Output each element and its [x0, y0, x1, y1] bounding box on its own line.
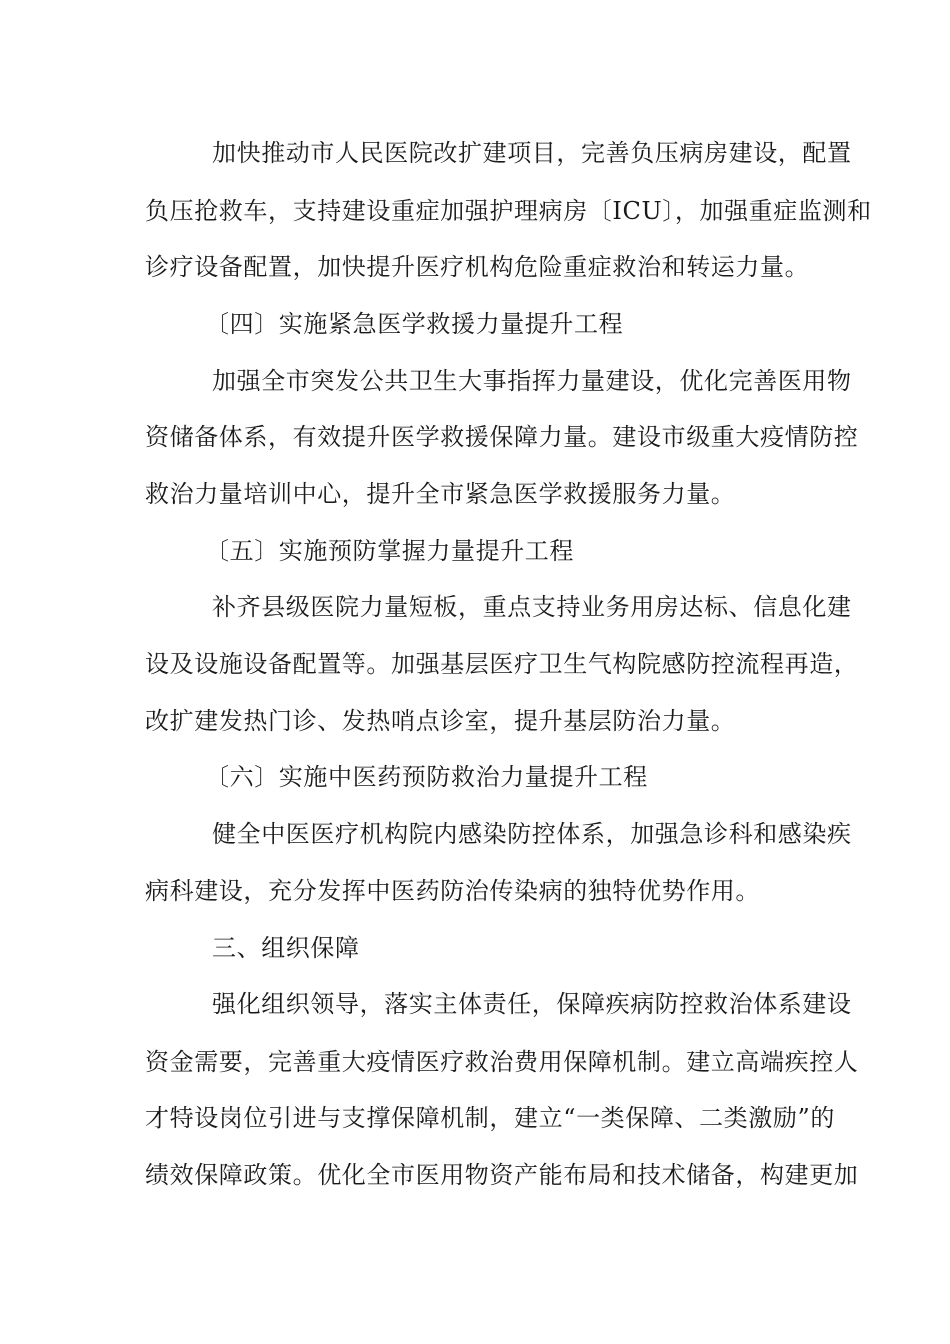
paragraph-line: 才特设岗位引进与支撑保障机制，建立“一类保障、二类激励”的	[145, 1104, 835, 1132]
paragraph-line: 强化组织领导，落实主体责任，保障疾病防控救治体系建设	[212, 990, 852, 1018]
paragraph-line: 救治力量培训中心，提升全市紧急医学救援服务力量。	[145, 480, 736, 508]
paragraph-line: 改扩建发热门诊、发热哨点诊室，提升基层防治力量。	[145, 707, 736, 735]
paragraph-line: 加快推动市人民医院改扩建项目，完善负压病房建设，配置	[212, 139, 852, 167]
section-heading: 〔六〕实施中医药预防救治力量提升工程	[205, 763, 648, 791]
section-heading: 〔五〕实施预防掌握力量提升工程	[205, 537, 574, 565]
paragraph-line: 补齐县级医院力量短板，重点支持业务用房达标、信息化建	[212, 593, 852, 621]
paragraph-line: 健全中医医疗机构院内感染防控体系，加强急诊科和感染疾	[212, 820, 852, 848]
paragraph-line: 负压抢救车，支持建设重症加强护理病房〔ICU〕，加强重症监测和	[145, 197, 872, 225]
paragraph-line: 资储备体系，有效提升医学救援保障力量。建设市级重大疫情防控	[145, 423, 859, 451]
paragraph-line: 资金需要，完善重大疫情医疗救治费用保障机制。建立高端疾控人	[145, 1048, 859, 1076]
section-heading: 〔四〕实施紧急医学救援力量提升工程	[205, 310, 624, 338]
paragraph-line: 设及设施设备配置等。加强基层医疗卫生气构院感防控流程再造，	[145, 650, 859, 678]
section-heading: 三、组织保障	[212, 934, 360, 962]
paragraph-line: 加强全市突发公共卫生大事指挥力量建设，优化完善医用物	[212, 367, 852, 395]
paragraph-line: 绩效保障政策。优化全市医用物资产能布局和技术储备，构建更加	[145, 1161, 859, 1189]
paragraph-line: 病科建设，充分发挥中医药防治传染病的独特优势作用。	[145, 877, 760, 905]
paragraph-line: 诊疗设备配置，加快提升医疗机构危险重症救治和转运力量。	[145, 253, 810, 281]
